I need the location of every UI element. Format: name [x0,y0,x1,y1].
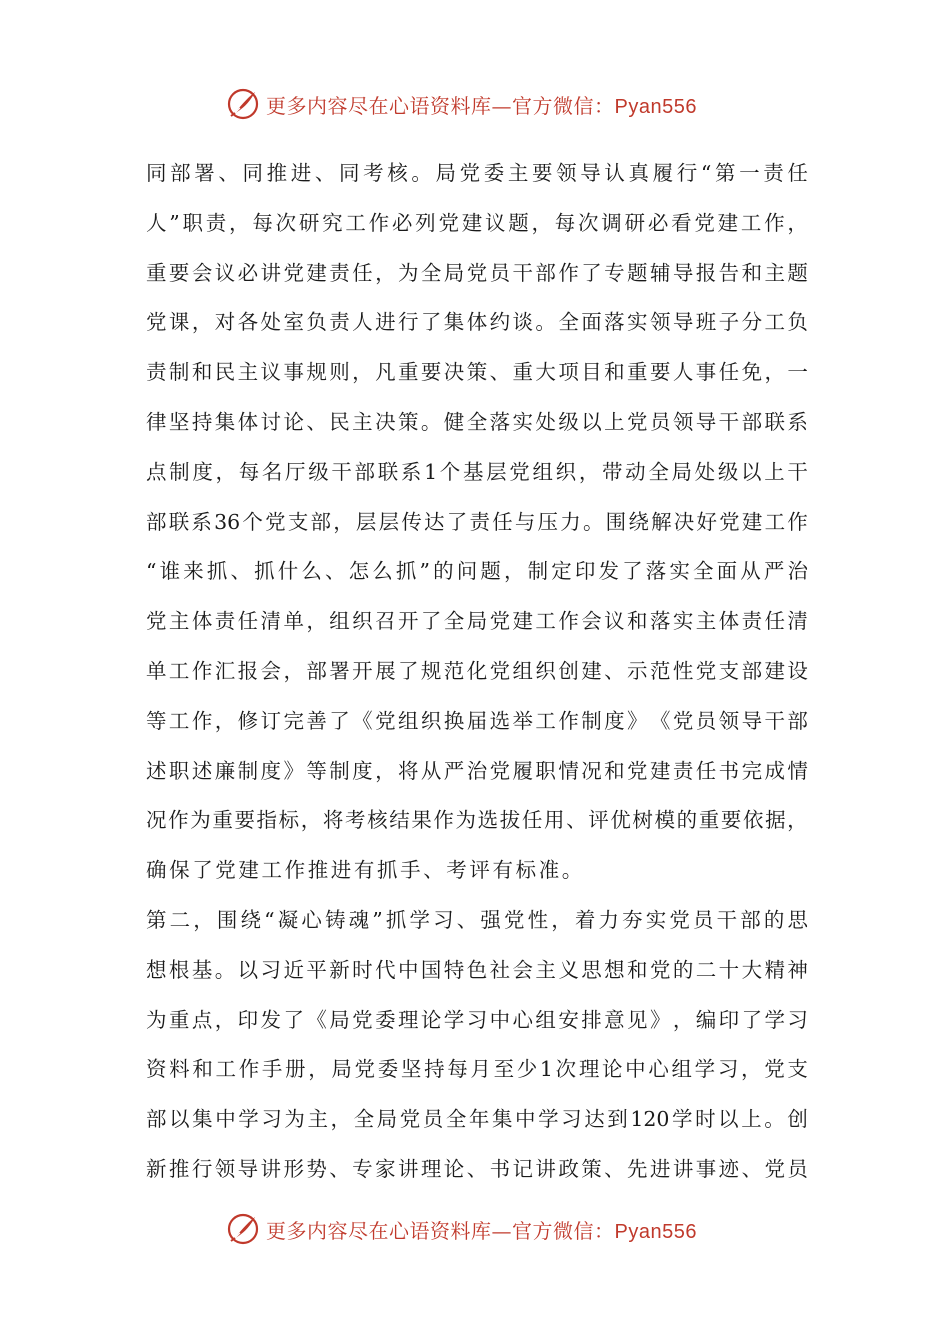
paragraph-line: 人 ” 职 责 ， 每 次 研 究 工 作 必 列 党 建 议 题 ， 每 次 调 研 必 看 党 建 工 作 ， [146,210,808,235]
paragraph-line: 部 以 集 中 学 习 为 主 ， 全 局 党 员 全 年 集 中 学 习 达 到 120 学 时 以 上 。 创 [146,1107,808,1132]
watermark-text: 更多内容尽在心语资料库—官方微信：Pyan556 [266,93,697,118]
paragraph-line: 部 联 系 36 个 党 支 部 ， 层 层 传 达 了 责 任 与 压 力 。 围 绕 解 决 好 党 建 工 作 [146,509,808,534]
paragraph-line: 单 工 作 汇 报 会 ， 部 署 开 展 了 规 范 化 党 组 织 创 建 、 示 范 性 党 支 部 建 设 [146,658,808,683]
document-body [146,149,808,1195]
paragraph-line: 责 制 和 民 主 议 事 规 则 ， 凡 重 要 决 策 、 重 大 项 目 和 重 要 人 事 任 免 ， 一 [146,360,808,385]
header-watermark-banner [226,86,697,122]
quill-pen-icon [226,87,260,121]
paragraph-line: 况 作 为 重 要 指 标 ， 将 考 核 结 果 作 为 选 拔 任 用 、 评 优 树 模 的 重 要 依 据 ， [146,808,808,833]
paragraph-line: 新 推 行 领 导 讲 形 势 、 专 家 讲 理 论 、 书 记 讲 政 策 、 先 进 讲 事 迹 、 党 员 [146,1156,808,1181]
quill-pen-icon [226,1212,260,1246]
paragraph-line: 点 制 度 ， 每 名 厅 级 干 部 联 系 1 个 基 层 党 组 织 ， 带 动 全 局 处 级 以 上 干 [146,459,808,484]
paragraph-line: 党 课 ， 对 各 处 室 负 责 人 进 行 了 集 体 约 谈 。 全 面 落 实 领 导 班 子 分 工 负 [146,310,808,335]
paragraph-line: 同 部 署 、 同 推 进 、 同 考 核 。 局 党 委 主 要 领 导 认 真 履 行 “ 第 一 责 任 [146,161,808,185]
paragraph-line: 等 工 作 ， 修 订 完 善 了 《 党 组 织 换 届 选 举 工 作 制 度 》 《 党 员 领 导 干 部 [146,708,808,733]
paragraph-line: 资 料 和 工 作 手 册 ， 局 党 委 坚 持 每 月 至 少 1 次 理 论 中 心 组 学 习 ， 党 支 [146,1057,808,1082]
paragraph-line: 第 二 ， 围 绕 “ 凝 心 铸 魂 ” 抓 学 习 、 强 党 性 ， 着 力 夯 实 党 员 干 部 的 思 [146,907,808,932]
paragraph-line: 律 坚 持 集 体 讨 论 、 民 主 决 策 。 健 全 落 实 处 级 以 上 党 员 领 导 干 部 联 系 [146,409,808,434]
footer-watermark-banner [226,1211,697,1247]
paragraph-line: “ 谁 来 抓 、 抓 什 么 、 怎 么 抓 ” 的 问 题 ， 制 定 印 发 了 落 实 全 面 从 严 治 [146,559,808,584]
paragraph-line: 重 要 会 议 必 讲 党 建 责 任 ， 为 全 局 党 员 干 部 作 了 专 题 辅 导 报 告 和 主 题 [146,260,808,285]
paragraph-line: 想 根 基 。 以 习 近 平 新 时 代 中 国 特 色 社 会 主 义 思 想 和 党 的 二 十 大 精 神 [146,957,808,982]
watermark-text: 更多内容尽在心语资料库—官方微信：Pyan556 [266,1218,697,1243]
paragraph-line: 党 主 体 责 任 清 单 ， 组 织 召 开 了 全 局 党 建 工 作 会 议 和 落 实 主 体 责 任 清 [146,609,808,634]
paragraph-line: 为 重 点 ， 印 发 了 《 局 党 委 理 论 学 习 中 心 组 安 排 意 见 》 ， 编 印 了 学 习 [146,1007,808,1032]
paragraph-line: 确保了党建工作推进有抓手、考评有标准。 [146,858,585,883]
paragraph-line: 述 职 述 廉 制 度 》 等 制 度 ， 将 从 严 治 党 履 职 情 况 和 党 建 责 任 书 完 成 情 [146,758,808,783]
